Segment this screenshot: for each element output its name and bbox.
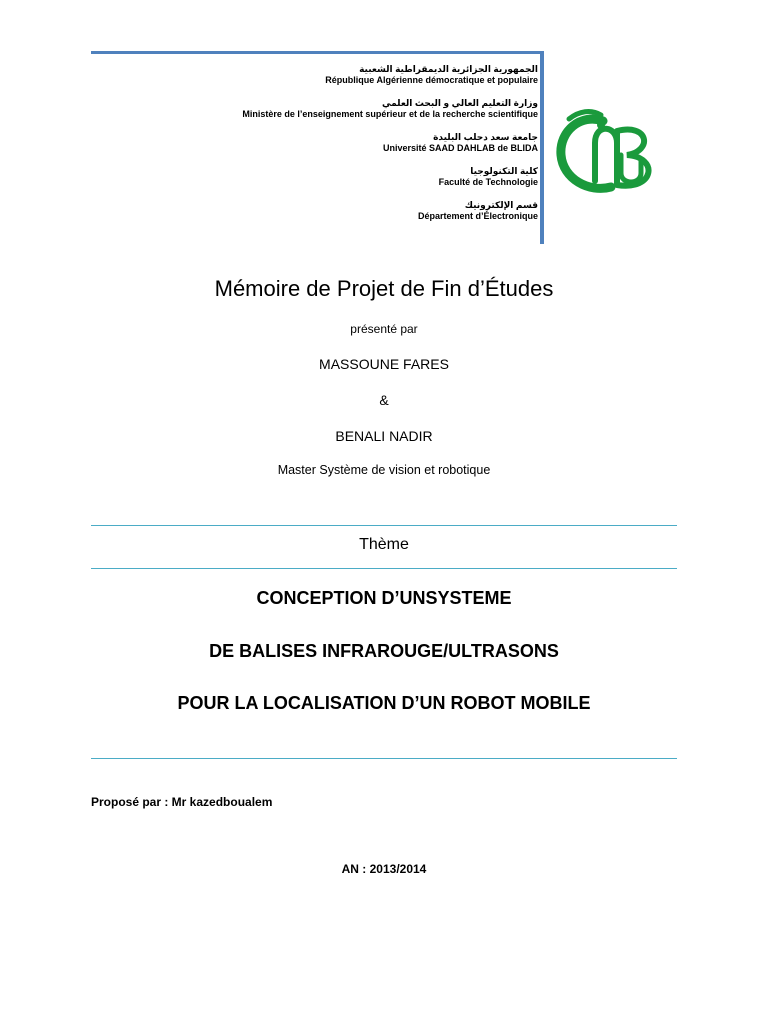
header-line-ministry-ar: وزارة التعليم العالي و البحث العلمي xyxy=(382,98,538,108)
header-line-faculty-fr: Faculté de Technologie xyxy=(438,177,538,187)
header-line-department-fr: Département d’Électronique xyxy=(417,211,538,221)
author-1: MASSOUNE FARES xyxy=(319,356,449,372)
header-line-university xyxy=(180,132,538,154)
academic-year: AN : 2013/2014 xyxy=(341,862,427,876)
header-frame-top xyxy=(91,51,544,54)
university-logo xyxy=(555,103,667,197)
author-2: BENALI NADIR xyxy=(335,428,433,444)
theme-line-3: POUR LA LOCALISATION D’UN ROBOT MOBILE xyxy=(177,693,591,713)
header-line-department-ar: قسم الإلكترونيك xyxy=(464,200,538,210)
theme-line-1: CONCEPTION D’UNSYSTEME xyxy=(256,588,512,608)
theme-line-2: DE BALISES INFRAROUGE/ULTRASONS xyxy=(209,641,559,661)
institution-header xyxy=(180,64,538,234)
theme-rule-top xyxy=(91,525,677,526)
presented-by-label: présenté par xyxy=(350,322,418,336)
supervisor-line: Proposé par : Mr kazedboualem xyxy=(91,795,273,809)
document-title: Mémoire de Projet de Fin d’Études xyxy=(214,276,554,301)
header-line-ministry-fr: Ministère de l’enseignement supérieur et de la recherche scientifique xyxy=(242,109,538,119)
header-line-faculty-ar: كلية التكنولوجيا xyxy=(470,166,538,176)
header-line-republic-ar: الجمهورية الجزائرية الديمقراطية الشعبية xyxy=(359,64,538,74)
header-line-department xyxy=(180,200,538,222)
theme-rule-middle xyxy=(91,568,677,569)
header-line-republic xyxy=(180,64,538,86)
header-line-ministry xyxy=(180,98,538,120)
header-line-faculty xyxy=(180,166,538,188)
header-line-university-fr: Université SAAD DAHLAB de BLIDA xyxy=(382,143,538,153)
theme-rule-bottom xyxy=(91,758,677,759)
theme-label: Thème xyxy=(359,536,409,553)
header-line-republic-fr: République Algérienne démocratique et populaire xyxy=(325,75,538,85)
header-frame-right xyxy=(540,51,544,244)
header-line-university-ar: جامعة سعد دحلب البليدة xyxy=(433,132,538,142)
master-program: Master Système de vision et robotique xyxy=(277,463,491,477)
author-separator: & xyxy=(379,392,389,408)
